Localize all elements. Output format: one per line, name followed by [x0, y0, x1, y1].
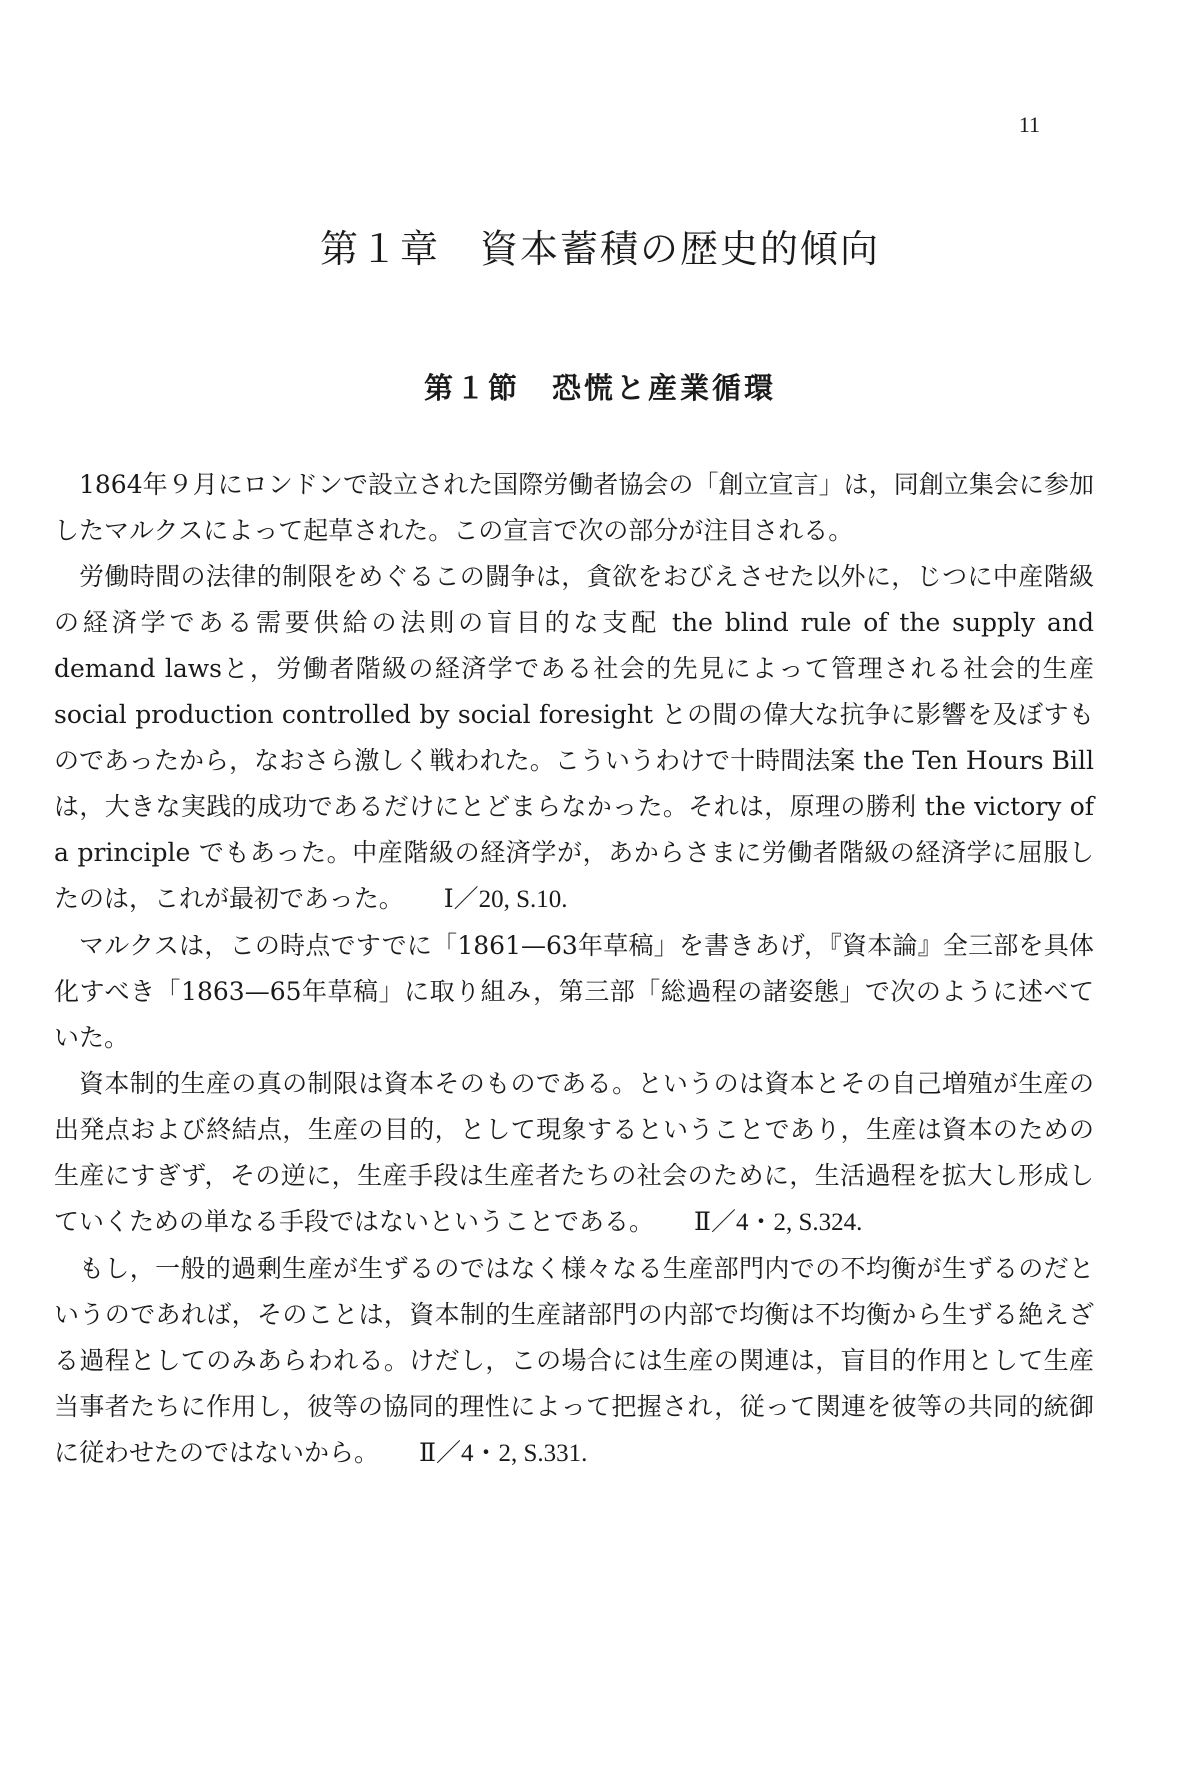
paragraph-text: 労働時間の法律的制限をめぐるこの闘争は，貪欲をおびえさせた以外に，じつに中産階級の経済学である需要供給の法則の盲目的な支配 the blind rule of the supply and demand lawsと，労働者階級の経済学である社会的先見によって管理される社会的生産 social production controlled by social foresight との間の偉大な抗争に影響を及ぼすものであったから，なおさら激しく戦われた。こういうわけで十時間法案 the Ten Hours Billは，大きな実践的成功であるだけにとどまらなかった。それは，原理の勝利 the victory of a principle でもあった。中産階級の経済学が，あからさまに労働者階級の経済学に屈服したのは，これが最初であった。 — [54, 562, 1094, 913]
citation: Ⅱ／4・2, S.331. — [419, 1440, 588, 1467]
paragraph-text: もし，一般的過剰生産が生ずるのではなく様々なる生産部門内での不均衡が生ずるのだというのであれば，そのことは，資本制的生産諸部門の内部で均衡は不均衡から生ずる絶えざる過程としてのみあらわれる。けだし，この場合には生産の関連は，盲目的作用として生産当事者たちに作用し，彼等の協同的理性によって把握され，従って関連を彼等の共同的統御に従わせたのではないから。 — [54, 1254, 1094, 1467]
paragraph — [54, 462, 1094, 554]
paragraph — [54, 554, 1094, 923]
paragraph — [54, 923, 1094, 1061]
chapter-title: 第１章 資本蓄積の歴史的傾向 — [319, 227, 880, 271]
paragraph-text: マルクスは，この時点ですでに「1861—63年草稿」を書きあげ，『資本論』全三部を具体化すべき「1863—65年草稿」に取り組み，第三部「総過程の諸姿態」で次のように述べていた。 — [54, 931, 1094, 1052]
page-number: 11 — [1018, 112, 1040, 137]
paragraph — [54, 1061, 1094, 1246]
paragraph-text: 1864年９月にロンドンで設立された国際労働者協会の「創立宣言」は，同創立集会に参加したマルクスによって起草された。この宣言で次の部分が注目される。 — [54, 470, 1094, 545]
body-text — [54, 462, 1094, 1477]
citation: Ⅰ／20, S.10. — [443, 886, 568, 913]
paragraph-text: 資本制的生産の真の制限は資本そのものである。というのは資本とその自己増殖が生産の出発点および終結点，生産の目的，として現象するということであり，生産は資本のための生産にすぎず，その逆に，生産手段は生産者たちの社会のために，生活過程を拡大し形成していくための単なる手段ではないということである。 — [54, 1069, 1094, 1236]
citation: Ⅱ／4・2, S.324. — [694, 1209, 863, 1236]
paragraph — [54, 1246, 1094, 1477]
section-title: 第１節 恐慌と産業循環 — [423, 371, 776, 405]
